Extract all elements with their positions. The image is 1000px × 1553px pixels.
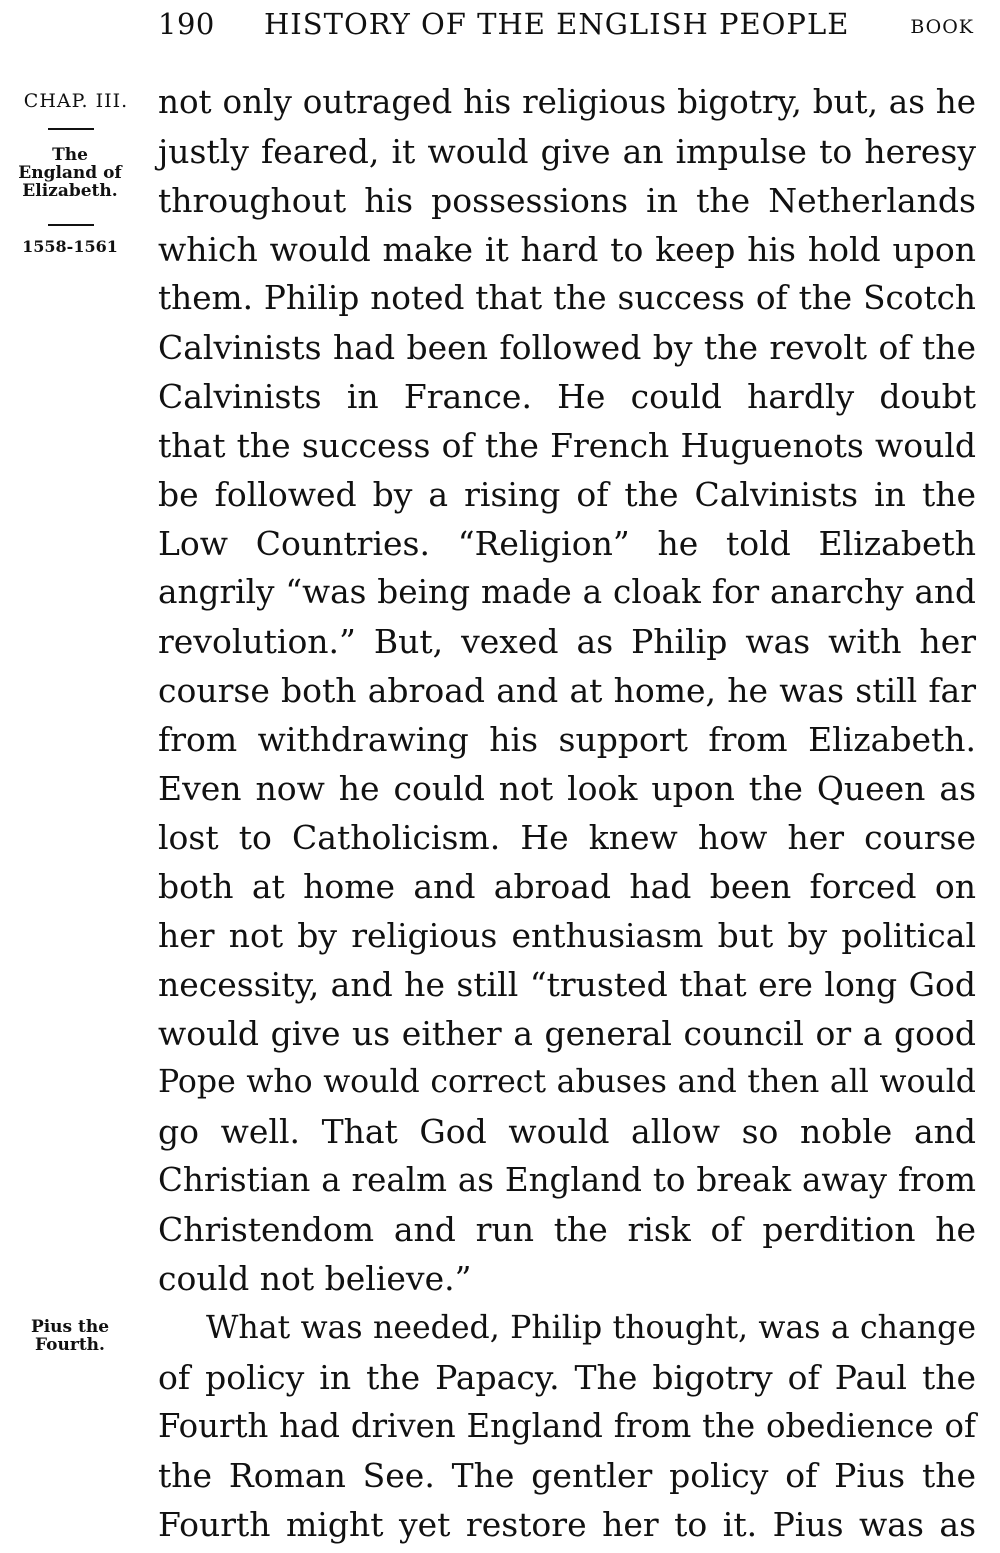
text-line: the Roman See. The gentler policy of Pius the xyxy=(158,1456,976,1495)
text-line: course both abroad and at home, he was still far xyxy=(158,671,976,710)
text-line: necessity, and he still “trusted that ere long God xyxy=(158,965,976,1004)
text-line: justly feared, it would give an impulse to heresy xyxy=(158,132,976,171)
text-line: Fourth had driven England from the obedience of xyxy=(158,1407,976,1445)
text-line: her not by religious enthusiasm but by political xyxy=(158,916,976,955)
text-line: lost to Catholicism. He knew how her course xyxy=(158,818,976,857)
book-label: BOOK xyxy=(910,16,974,38)
margin-rule-bottom xyxy=(48,224,94,226)
margin-note-pius xyxy=(0,1318,140,1354)
text-line: of policy in the Papacy. The bigotry of Paul the xyxy=(158,1358,976,1397)
margin-note-line: The xyxy=(52,145,88,165)
text-line: Even now he could not look upon the Queen as xyxy=(158,769,976,808)
running-head xyxy=(158,4,978,44)
text-line: would give us either a general council or a good xyxy=(158,1014,976,1053)
text-line: Pope who would correct abuses and then all would xyxy=(158,1064,976,1100)
text-line: Calvinists had been followed by the revolt of the xyxy=(158,328,976,367)
text-line: Low Countries. “Religion” he told Elizabeth xyxy=(158,524,976,563)
text-line: from withdrawing his support from Elizabeth. xyxy=(158,720,976,759)
text-line: them. Philip noted that the success of the Scotch xyxy=(158,279,976,317)
margin-rule-top xyxy=(48,128,94,130)
text-line: angrily “was being made a cloak for anarchy and xyxy=(158,573,976,611)
text-line: Christendom and run the risk of perdition he xyxy=(158,1210,976,1249)
margin-note-line: Elizabeth. xyxy=(22,181,118,201)
text-line: Fourth might yet restore her to it. Pius was as xyxy=(158,1505,976,1544)
text-line: not only outraged his religious bigotry, but, as he xyxy=(158,83,976,121)
text-line: revolution.” But, vexed as Philip was with her xyxy=(158,622,976,661)
margin-note-line: Pius the xyxy=(30,1317,110,1337)
text-line: Calvinists in France. He could hardly doubt xyxy=(158,377,976,416)
text-line: both at home and abroad had been forced on xyxy=(158,867,976,906)
paragraph-1 xyxy=(158,78,976,1303)
running-title: HISTORY OF THE ENGLISH PEOPLE xyxy=(264,7,850,41)
margin-note-line: Fourth. xyxy=(35,1335,105,1355)
text-line: Christian a realm as England to break away from xyxy=(158,1161,976,1199)
margin-dates: 1558-1561 xyxy=(22,237,118,256)
text-line: that the success of the French Huguenots would xyxy=(158,426,976,465)
paragraph-2 xyxy=(158,1304,976,1549)
chapter-label: CHAP. III. xyxy=(23,90,129,112)
text-line: throughout his possessions in the Netherlands xyxy=(158,181,976,220)
text-line: What was needed, Philip thought, was a change xyxy=(206,1310,976,1346)
text-line: go well. That God would allow so noble and xyxy=(158,1112,976,1151)
text-line: be followed by a rising of the Calvinists in the xyxy=(158,475,976,514)
text-line: could not believe.” xyxy=(158,1259,472,1298)
margin-note-england xyxy=(0,146,140,200)
page-number: 190 xyxy=(158,7,215,41)
text-line: which would make it hard to keep his hold upon xyxy=(158,230,976,269)
margin-note-line: England of xyxy=(18,163,122,183)
